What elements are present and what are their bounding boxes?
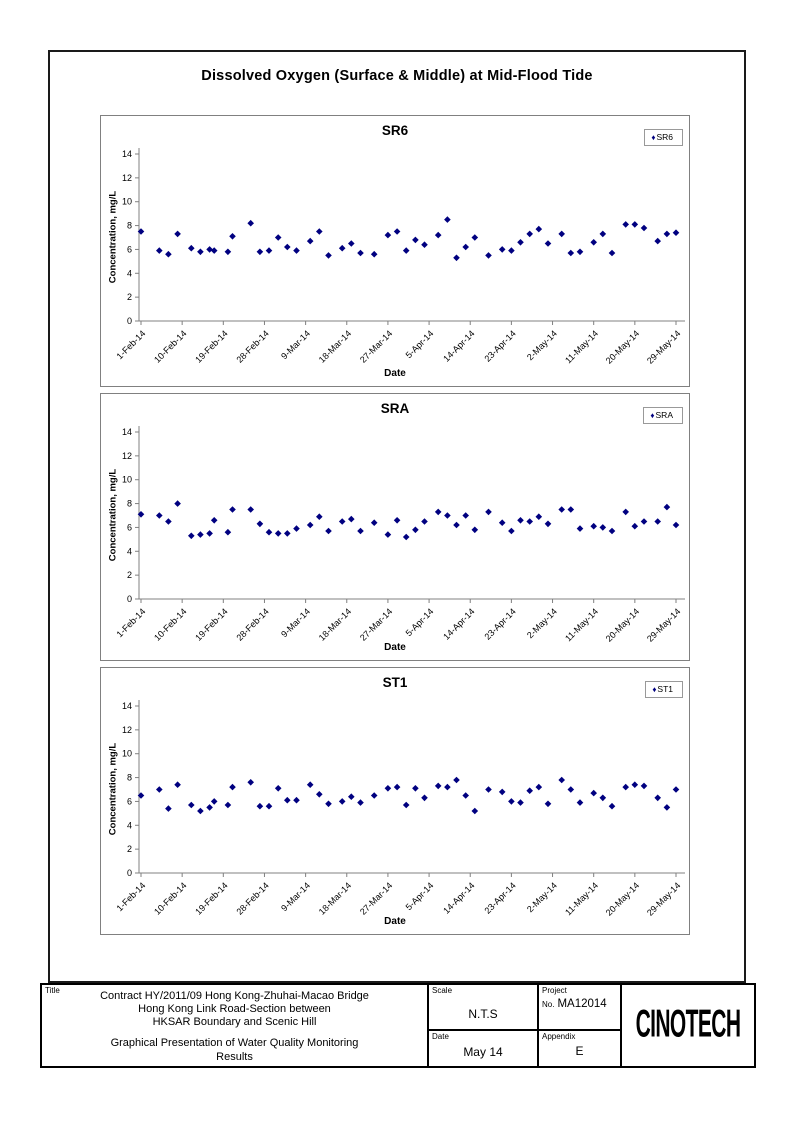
svg-text:12: 12 <box>121 450 132 461</box>
svg-text:10-Feb-14: 10-Feb-14 <box>152 880 189 917</box>
data-point <box>174 500 181 507</box>
data-point <box>545 521 552 528</box>
data-point <box>508 528 515 535</box>
data-point <box>472 808 479 815</box>
data-point <box>284 244 291 251</box>
data-point <box>462 792 469 799</box>
data-point <box>371 792 378 799</box>
svg-text:12: 12 <box>121 724 132 735</box>
data-point <box>641 783 648 790</box>
svg-text:5-Apr-14: 5-Apr-14 <box>403 880 436 913</box>
data-point <box>654 518 661 525</box>
svg-text:10: 10 <box>121 474 132 485</box>
data-point <box>275 234 282 241</box>
svg-text:2: 2 <box>126 292 132 303</box>
data-point <box>632 221 639 228</box>
document-title-line: Graphical Presentation of Water Quality Monitoring <box>110 1037 359 1049</box>
data-point <box>421 241 428 248</box>
svg-text:10-Feb-14: 10-Feb-14 <box>152 328 189 365</box>
contract-title <box>42 985 427 1029</box>
data-point <box>225 249 232 256</box>
data-point <box>247 506 254 513</box>
data-point <box>609 528 616 535</box>
project-no-label: No. <box>542 1000 555 1009</box>
axes <box>135 700 685 877</box>
legend-label: SR6 <box>656 132 673 142</box>
data-point <box>421 518 428 525</box>
chart-box-st1 <box>100 667 690 935</box>
data-point <box>673 786 680 793</box>
svg-text:4: 4 <box>126 546 132 557</box>
data-point <box>536 513 543 520</box>
svg-text:14: 14 <box>121 149 132 159</box>
svg-text:23-Apr-14: 23-Apr-14 <box>482 880 518 916</box>
data-point <box>472 527 479 534</box>
appendix-label: Appendix <box>542 1032 576 1041</box>
contract-title-line: Contract HY/2011/09 Hong Kong-Zhuhai-Macao Bridge <box>100 990 369 1002</box>
y-tick-labels <box>122 701 132 878</box>
svg-text:18-Mar-14: 18-Mar-14 <box>316 328 354 365</box>
svg-text:4: 4 <box>126 268 132 279</box>
data-point <box>558 777 565 784</box>
data-point <box>206 246 213 253</box>
data-point <box>357 528 364 535</box>
x-tick-labels <box>115 328 683 365</box>
svg-text:29-May-14: 29-May-14 <box>644 880 683 918</box>
data-point <box>403 802 410 809</box>
data-point <box>412 785 419 792</box>
diamond-marker-icon: ♦ <box>652 685 657 694</box>
data-point <box>453 255 460 262</box>
diamond-marker-icon: ♦ <box>651 133 656 142</box>
data-point <box>348 240 355 247</box>
data-point <box>284 530 291 537</box>
data-point <box>590 790 597 797</box>
data-point <box>632 781 639 788</box>
data-point <box>485 509 492 516</box>
data-point <box>517 239 524 246</box>
data-point <box>316 791 323 798</box>
data-point <box>156 247 163 254</box>
title-cell-label: Title <box>45 986 60 995</box>
svg-text:2-May-14: 2-May-14 <box>525 606 559 641</box>
x-axis-label: Date <box>384 368 406 379</box>
legend <box>644 129 683 146</box>
svg-text:2-May-14: 2-May-14 <box>525 880 559 915</box>
chart-title: SR6 <box>381 123 409 138</box>
data-point <box>385 531 392 538</box>
data-point <box>225 529 232 536</box>
data-point <box>590 239 597 246</box>
data-point <box>444 784 451 791</box>
data-point <box>526 518 533 525</box>
date-value: May 14 <box>463 1045 503 1059</box>
data-point <box>622 221 629 228</box>
data-point <box>266 529 273 536</box>
contract-title-line: HKSAR Boundary and Scenic Hill <box>152 1016 317 1028</box>
y-axis-label: Concentration, mg/L <box>107 190 119 284</box>
data-point <box>275 530 282 537</box>
data-point <box>325 801 332 808</box>
legend <box>643 407 683 424</box>
data-point <box>165 251 172 258</box>
svg-text:14-Apr-14: 14-Apr-14 <box>441 606 477 642</box>
data-point <box>174 231 181 238</box>
data-point <box>508 247 515 254</box>
svg-text:6: 6 <box>126 522 132 533</box>
svg-text:20-May-14: 20-May-14 <box>603 606 642 644</box>
date-cell <box>429 1031 539 1066</box>
data-point <box>211 517 218 524</box>
data-point <box>339 245 346 252</box>
legend-label: SRA <box>655 410 673 420</box>
data-point <box>165 805 172 812</box>
data-point <box>673 522 680 529</box>
data-point <box>247 779 254 786</box>
appendix-cell <box>539 1031 622 1066</box>
svg-text:12: 12 <box>121 172 132 183</box>
data-point <box>526 787 533 794</box>
appendix-value: E <box>575 1044 584 1058</box>
chart-title: ST1 <box>382 675 408 690</box>
svg-text:19-Feb-14: 19-Feb-14 <box>193 606 230 643</box>
scale-value: N.T.S <box>468 1007 498 1021</box>
document-title <box>42 1029 427 1064</box>
data-point <box>394 784 401 791</box>
svg-text:28-Feb-14: 28-Feb-14 <box>234 328 271 365</box>
document-title-line: Results <box>216 1051 253 1063</box>
chart-box-sra <box>100 393 690 661</box>
data-point <box>229 784 236 791</box>
svg-text:14: 14 <box>121 701 132 711</box>
data-point <box>472 234 479 241</box>
data-point <box>293 247 300 254</box>
data-point <box>307 238 314 245</box>
data-point <box>412 527 419 534</box>
svg-text:2-May-14: 2-May-14 <box>525 328 559 363</box>
legend <box>645 681 683 698</box>
data-point <box>371 519 378 526</box>
svg-text:6: 6 <box>126 244 132 255</box>
data-point <box>348 516 355 523</box>
data-point <box>225 802 232 809</box>
svg-text:5-Apr-14: 5-Apr-14 <box>403 606 436 639</box>
scale-cell <box>429 985 539 1031</box>
data-point <box>609 250 616 257</box>
diamond-marker-icon: ♦ <box>650 411 655 420</box>
data-point <box>421 795 428 802</box>
data-point <box>357 250 364 257</box>
scatter-plot-st1 <box>101 668 689 934</box>
data-point <box>568 786 575 793</box>
svg-text:0: 0 <box>126 594 132 604</box>
data-point <box>307 781 314 788</box>
data-point <box>293 525 300 532</box>
svg-text:1-Feb-14: 1-Feb-14 <box>114 328 148 362</box>
y-axis-label: Concentration, mg/L <box>107 468 119 562</box>
data-point <box>558 506 565 513</box>
data-point <box>462 244 469 251</box>
data-point <box>453 777 460 784</box>
data-point <box>444 216 451 223</box>
svg-text:10-Feb-14: 10-Feb-14 <box>152 606 189 643</box>
data-point <box>385 785 392 792</box>
data-point <box>257 803 264 810</box>
title-cell <box>42 985 429 1066</box>
scatter-plot-sra <box>101 394 689 660</box>
data-point <box>545 240 552 247</box>
data-point <box>394 228 401 235</box>
y-tick-labels <box>122 149 132 326</box>
data-point <box>654 795 661 802</box>
data-points <box>138 777 680 815</box>
data-point <box>316 513 323 520</box>
data-point <box>394 517 401 524</box>
data-point <box>462 512 469 519</box>
data-point <box>641 518 648 525</box>
svg-text:19-Feb-14: 19-Feb-14 <box>193 328 230 365</box>
data-point <box>590 523 597 530</box>
data-point <box>600 795 607 802</box>
data-point <box>499 519 506 526</box>
svg-text:27-Mar-14: 27-Mar-14 <box>357 606 395 643</box>
svg-text:23-Apr-14: 23-Apr-14 <box>482 606 518 642</box>
data-point <box>307 522 314 529</box>
x-tick-labels <box>115 880 683 917</box>
data-point <box>508 798 515 805</box>
svg-text:8: 8 <box>126 220 132 231</box>
data-point <box>156 786 163 793</box>
svg-text:27-Mar-14: 27-Mar-14 <box>357 328 395 365</box>
data-point <box>211 247 218 254</box>
data-point <box>444 512 451 519</box>
data-point <box>206 530 213 537</box>
data-point <box>499 246 506 253</box>
data-point <box>435 783 442 790</box>
scale-label: Scale <box>432 986 453 995</box>
chart-box-sr6 <box>100 115 690 387</box>
data-point <box>403 247 410 254</box>
data-point <box>403 534 410 541</box>
data-point <box>558 231 565 238</box>
data-point <box>156 512 163 519</box>
cinotech-logo: CINOTECH <box>635 1001 741 1046</box>
data-point <box>325 252 332 259</box>
svg-text:9-Mar-14: 9-Mar-14 <box>279 606 313 640</box>
svg-text:20-May-14: 20-May-14 <box>603 328 642 366</box>
svg-text:0: 0 <box>126 868 132 878</box>
svg-text:29-May-14: 29-May-14 <box>644 328 683 366</box>
title-block <box>40 983 756 1068</box>
data-point <box>632 523 639 530</box>
data-point <box>348 793 355 800</box>
svg-text:8: 8 <box>126 772 132 783</box>
data-point <box>577 799 584 806</box>
data-point <box>536 226 543 233</box>
svg-text:23-Apr-14: 23-Apr-14 <box>482 328 518 364</box>
svg-text:2: 2 <box>126 570 132 581</box>
svg-text:14: 14 <box>121 427 132 437</box>
svg-text:27-Mar-14: 27-Mar-14 <box>357 880 395 917</box>
svg-text:10: 10 <box>121 748 132 759</box>
data-point <box>517 799 524 806</box>
x-axis-label: Date <box>384 642 406 653</box>
data-point <box>664 804 671 811</box>
data-point <box>577 525 584 532</box>
data-point <box>499 789 506 796</box>
data-point <box>609 803 616 810</box>
data-point <box>536 784 543 791</box>
data-points <box>138 500 680 540</box>
data-point <box>453 522 460 529</box>
svg-text:6: 6 <box>126 796 132 807</box>
data-point <box>339 798 346 805</box>
data-point <box>600 524 607 531</box>
svg-text:18-Mar-14: 18-Mar-14 <box>316 606 354 643</box>
svg-text:9-Mar-14: 9-Mar-14 <box>279 328 313 362</box>
data-point <box>568 506 575 513</box>
data-points <box>138 216 680 261</box>
data-point <box>526 231 533 238</box>
data-point <box>174 781 181 788</box>
data-point <box>197 531 204 538</box>
svg-text:28-Feb-14: 28-Feb-14 <box>234 606 271 643</box>
data-point <box>211 798 218 805</box>
data-point <box>385 232 392 239</box>
y-axis-label: Concentration, mg/L <box>107 742 119 836</box>
data-point <box>229 506 236 513</box>
data-point <box>188 533 195 540</box>
data-point <box>435 232 442 239</box>
x-tick-labels <box>115 606 683 643</box>
data-point <box>485 786 492 793</box>
data-point <box>188 245 195 252</box>
data-point <box>247 220 254 227</box>
data-point <box>654 238 661 245</box>
logo-cell <box>622 985 754 1066</box>
project-label: Project <box>542 986 567 995</box>
svg-text:11-May-14: 11-May-14 <box>563 328 601 366</box>
data-point <box>568 250 575 257</box>
data-point <box>197 808 204 815</box>
data-point <box>325 528 332 535</box>
x-axis-label: Date <box>384 916 406 927</box>
data-point <box>293 797 300 804</box>
data-point <box>275 785 282 792</box>
date-label: Date <box>432 1032 449 1041</box>
data-point <box>664 231 671 238</box>
svg-text:20-May-14: 20-May-14 <box>603 880 642 918</box>
chart-title: SRA <box>380 401 410 416</box>
data-point <box>165 518 172 525</box>
data-point <box>577 249 584 256</box>
svg-text:4: 4 <box>126 820 132 831</box>
data-point <box>485 252 492 259</box>
data-point <box>339 518 346 525</box>
svg-text:5-Apr-14: 5-Apr-14 <box>403 328 436 361</box>
svg-text:1-Feb-14: 1-Feb-14 <box>114 606 148 640</box>
data-point <box>622 784 629 791</box>
data-point <box>545 801 552 808</box>
axes <box>135 426 685 603</box>
data-point <box>517 517 524 524</box>
svg-text:18-Mar-14: 18-Mar-14 <box>316 880 354 917</box>
svg-text:14-Apr-14: 14-Apr-14 <box>441 328 477 364</box>
svg-text:11-May-14: 11-May-14 <box>563 606 601 644</box>
project-no-value: MA12014 <box>557 998 607 1010</box>
svg-text:29-May-14: 29-May-14 <box>644 606 683 644</box>
project-no-row <box>542 998 622 1010</box>
data-point <box>600 231 607 238</box>
data-point <box>664 504 671 511</box>
scatter-plot-sr6 <box>101 116 689 386</box>
data-point <box>622 509 629 516</box>
data-point <box>357 799 364 806</box>
data-point <box>673 229 680 236</box>
data-point <box>435 509 442 516</box>
svg-text:19-Feb-14: 19-Feb-14 <box>193 880 230 917</box>
data-point <box>266 803 273 810</box>
data-point <box>284 797 291 804</box>
svg-text:9-Mar-14: 9-Mar-14 <box>279 880 313 914</box>
data-point <box>206 804 213 811</box>
contract-title-line: Hong Kong Link Road-Section between <box>138 1003 331 1015</box>
data-point <box>266 247 273 254</box>
data-point <box>229 233 236 240</box>
svg-text:28-Feb-14: 28-Feb-14 <box>234 880 271 917</box>
project-cell <box>539 985 622 1031</box>
data-point <box>257 249 264 256</box>
svg-text:1-Feb-14: 1-Feb-14 <box>114 880 148 914</box>
data-point <box>316 228 323 235</box>
data-point <box>412 237 419 244</box>
svg-text:0: 0 <box>126 316 132 326</box>
legend-label: ST1 <box>657 684 673 694</box>
y-tick-labels <box>122 427 132 604</box>
svg-text:2: 2 <box>126 844 132 855</box>
data-point <box>371 251 378 258</box>
data-point <box>257 521 264 528</box>
data-point <box>641 225 648 232</box>
data-point <box>197 249 204 256</box>
svg-text:10: 10 <box>121 196 132 207</box>
svg-text:8: 8 <box>126 498 132 509</box>
svg-text:14-Apr-14: 14-Apr-14 <box>441 880 477 916</box>
data-point <box>188 802 195 809</box>
svg-text:11-May-14: 11-May-14 <box>563 880 601 918</box>
page-title: Dissolved Oxygen (Surface & Middle) at Mid-Flood Tide <box>201 68 593 84</box>
